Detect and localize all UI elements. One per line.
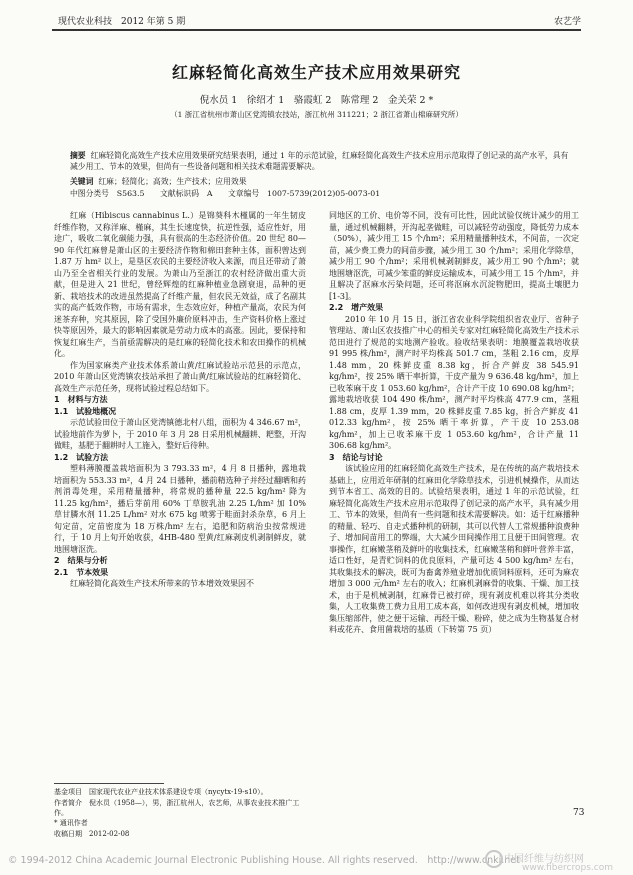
copyright-notice: © 1994-2012 China Academic Journal Electronic Publishing House. All rights reserved. http://www.cnki.net <box>8 855 520 866</box>
body-paragraph: 2010 年 10 月 15 日，浙江省农业科学院组织省农业厅、省种子管理站、萧山区农技推广中心的相关专家对红麻轻简化高效生产技术示范田进行了规范的实地测产验收。验收结果表明：地膜覆盖栽培收获 91 995 株/hm²，测产时平均株高 501.7 cm，茎粗 2.16 cm，皮厚 1.48 mm，20 株鲜皮重 8.38 kg，折合产鲜皮 38 545.91 kg/hm²，按 25% 晒干率折算，干皮产量为 9 636.48 kg/hm²，加上已收苯麻干皮 1 053.60 kg/hm²，合计产干皮 10 690.08 kg/hm²；露地栽培收获 104 490 株/hm²，测产时平均株高 477.9 cm，茎粗 1.88 cm，皮厚 1.39 mm，20 株鲜皮重 7.85 kg，折合产鲜皮 41 012.33 kg/hm²，按 25% 晒干率折算，产干皮 10 253.08 kg/hm²，加上已收苯麻干皮 1 053.60 kg/hm²，合计产量 11 306.68 kg/hm²。 <box>329 314 579 450</box>
fund-note: 基金项目 国家现代农业产业技术体系建设专项（nycytx-19-s10）。 <box>54 788 268 796</box>
classification-meta: 中图分类号 S563.5 文献标识码 A 文章编号 1007-5739(2012)05-0073-01 <box>70 189 381 198</box>
section-heading: 2 结果与分析 <box>54 556 108 565</box>
body-paragraph: 该试验应用的红麻轻简化高效生产技术，是在传统的高产栽培技术基础上，应用近年研制的红麻田化学除草技术，引进机械操作，从而达到节本省工、高效的目的。试验结果表明，通过 1 年的示范试验，红麻轻简化高效生产技术应用示范取得了创记录的高产水平，具有减少用工、节本的效果，但尚有一些问题和技术需要解决。如：适于红麻播种的精量、轻巧、自走式播种机的研制，其可以代替人工常规播种浪费种子、增加间苗用工的弊端，大大减少田间操作用工且便于田间管理。农事操作，红麻嫩茎稍及鲜叶的收集技术，红麻嫩茎稍和鲜叶营养丰富，适口性好，是青贮饲料的优良原料，产量可达 4 500 kg/hm² 左右，其收集技术的解决，既可为畜禽养殖业增加优质饲料原料，还可为麻农增加 3 000 元/hm² 左右的收入；红麻机剥麻骨的收集、干燥、加工技术，由于是机械剥制，红麻骨已被打碎，现有剥皮机难以将其分类收集，人工收集费工费力且用工成本高，如何改进现有剥皮机械，增加收集压缩部件，使之便于运输、再经干燥、粉碎，使之成为生物基复合材料或花卉、食用菌栽培的基质（下转第 75 页） <box>329 464 579 634</box>
body-paragraph: 红麻轻简化高效生产技术所带来的节本增效效果因不 <box>70 579 254 588</box>
header-divider <box>52 29 581 31</box>
watermark-logo-icon <box>485 850 503 868</box>
section-header: 农艺学 <box>553 17 581 27</box>
section-heading: 3 结论与讨论 <box>329 452 383 462</box>
footnote-divider <box>54 783 164 784</box>
subsection-heading: 2.2 增产效果 <box>329 303 384 312</box>
article-authors: 倪水员 1 徐绍才 1 骆霞虹 2 陈常理 2 金关荣 2 * <box>199 95 434 106</box>
subsection-heading: 1.1 试验地概况 <box>54 406 117 416</box>
author-note: 作者简介 倪水员（1958—），男，浙江杭州人，农艺师，从事农业技术推广工作。 <box>54 799 300 817</box>
left-column <box>54 210 306 590</box>
article-affiliation: （1 浙江省杭州市萧山区党湾镇农技站，浙江杭州 311221；2 浙江省萧山棉麻研究所） <box>170 110 463 119</box>
body-paragraph: 同地区的工价、电价等不同，没有可比性，因此试验仅统计减少的用工量，通过机械翻耕，开沟起垄做畦，可以减轻劳动强度，降低劳力成本（50%），减少用工 15 个/hm²；采用精量播种技术，不间苗，一次定苗，减少费工费力的间苗步骤，减少用工 30 个/hm²；采用化学除草，减少用工 90 个/hm²；采用机械剥制鲜皮，减少用工 90 个/hm²；就地围塘沤洗，可减少笨重的鲜皮运输成本，可减少用工 15 个/hm²，并且解决了沤麻水污染问题，还可将沤麻水沉淀物肥田，提高土壤肥力[1-3]。 <box>329 211 579 301</box>
right-column <box>329 210 579 636</box>
subsection-heading: 2.1 节本效果 <box>54 567 109 577</box>
body-paragraph: 塑料薄膜覆盖栽培面积为 3 793.33 m²，4 月 8 日播种，露地栽培面积为 553.33 m²，4 月 24 日播种，播前精选种子并经过翻晒和药剂消毒处理，采用精量播种，将常规的播种量 22.5 kg/hm² 降为 11.25 kg/hm²，播后芽前用 60% 丁草胺乳油 2.25 L/hm² 加 10% 草甘膦水剂 11.25 L/hm² 对水 675 kg 喷雾于畦面封杀杂草，6 月上旬定苗，定苗密度为 18 万株/hm² 左右，追肥和防病治虫按常规进行，于 10 月上旬开始收获，4HB-480 型黄/红麻剥皮机剥制鲜皮，就地围塘沤洗。 <box>54 464 306 554</box>
keywords-text: 红麻；轻简化；高效；生产技术；应用效果 <box>98 177 247 186</box>
article-title: 红麻轻简化高效生产技术应用效果研究 <box>171 63 461 82</box>
body-paragraph: 示范试验田位于萧山区党湾镇德北村八组，面积为 4 346.67 m²，试验地前作为萝卜，于 2010 年 3 月 28 日采用机械翻耕、耙整，开沟做畦，基肥于翻耕时人工施入，整好后待种。 <box>54 418 306 450</box>
page-number: 73 <box>573 808 585 818</box>
body-paragraph: 作为国家麻类产业技术体系萧山黄/红麻试验站示范县的示范点，2010 年萧山区党湾镇农技站承担了萧山黄/红麻试验站的红麻轻简化、高效生产示范任务，现将试验过程总结如下。 <box>54 360 306 393</box>
received-date: 收稿日期 2012-02-08 <box>54 830 130 838</box>
keywords-block <box>70 176 570 187</box>
watermark-url: www.fibercrops.com <box>522 863 613 873</box>
journal-header: 现代农业科技 2012 年第 5 期 <box>58 17 186 27</box>
abstract-label: 摘要 <box>70 151 86 160</box>
abstract-text: 红麻轻简化高效生产技术应用效果研究结果表明，通过 1 年的示范试验，红麻轻简化高效生产技术应用示范取得了创记录的高产水平，具有减少用工、节本的效果，但尚有一些设备问题和相关技术难题需要解决。 <box>70 151 569 171</box>
subsection-heading: 1.2 试验方法 <box>54 452 109 462</box>
keywords-label: 关键词 <box>70 177 94 186</box>
corresponding-note: * 通讯作者 <box>54 819 88 827</box>
watermark-name: 中国纤维与纺织网 <box>504 854 584 865</box>
section-heading: 1 材料与方法 <box>54 395 108 404</box>
body-paragraph: 红麻（Hibiscus cannabinus L.）是锦葵科木槿属的一年生韧皮纤维作物，又称洋麻、槿麻，其生长速度快，抗逆性强，适应性好，用途广，吸收二氧化碳能力强，具有很高的生态经济价值。20 世纪 80—90 年代红麻曾是萧山区的主要经济作物和棉田套种主体，面积曾达到 1.87 万 hm² 以上，是垦区农民的主要经济收入来源，而且还带动了萧山乃至全省相关行业的发展。为萧山乃至浙江的农村经济做出重大贡献，但是进入 21 世纪，曾经辉煌的红麻种植业急剧衰退，品种的更新、栽培技术的改进虽然提高了纤维产量，但农民无效益，成了名副其实的高产低效作物，市场有需求，生态效应好，种植产量高，农民为何迷茶弃种，究其原因，除了受国外廉价原料冲击，生产资料价格上涨过快等原因外，最大的影响因素就是劳动力成本的高涨。因此，要保持和恢复红麻生产，当前亟需解决的是红麻的轻简化技术和农田操作的机械化。 <box>54 211 306 358</box>
abstract-block <box>70 150 570 172</box>
